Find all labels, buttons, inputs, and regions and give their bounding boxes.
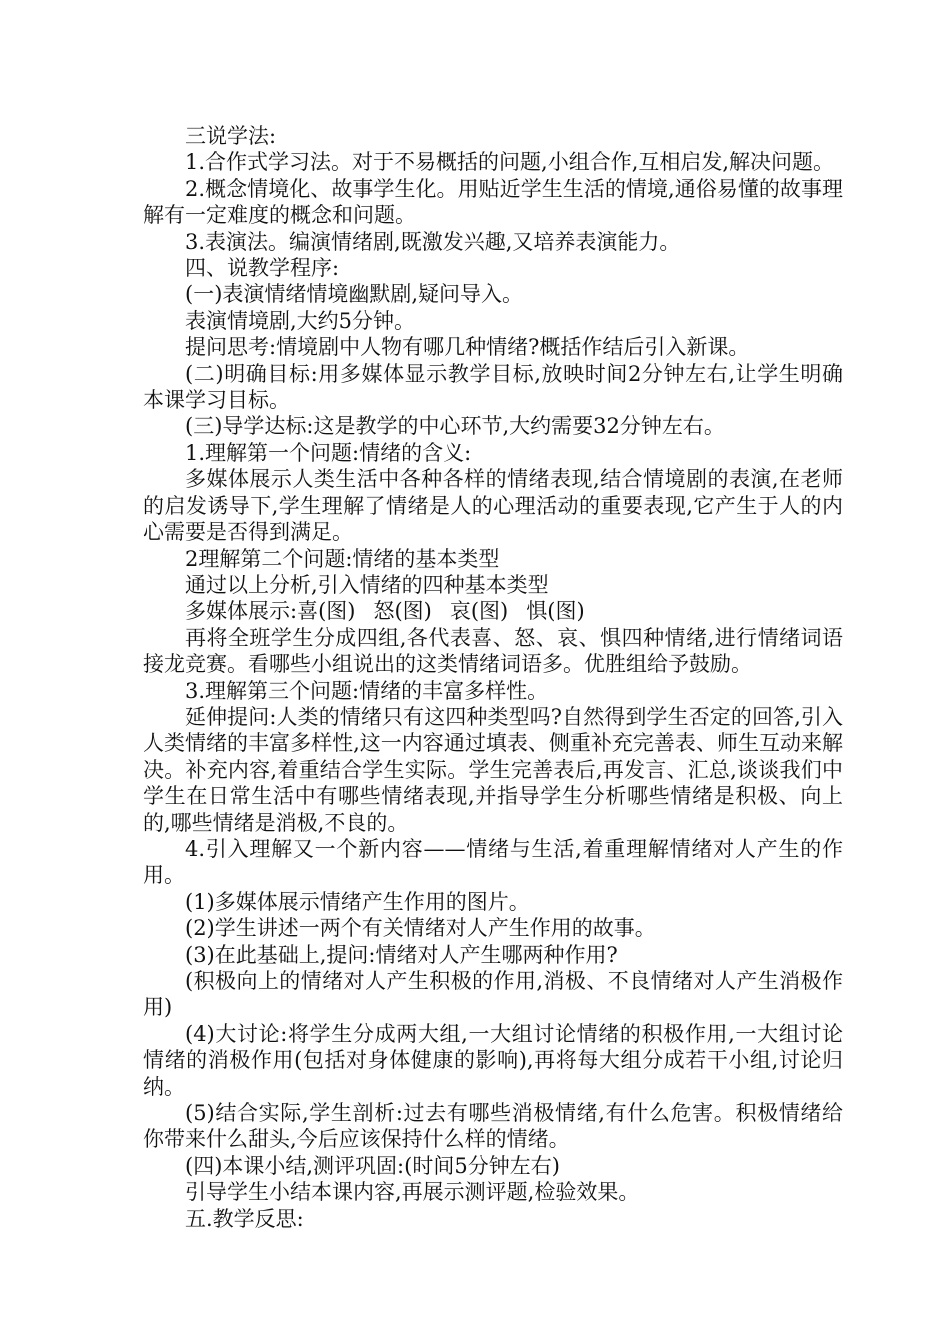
- paragraph: 四、说教学程序:: [185, 256, 340, 281]
- media-item-fear: 惧(图): [526, 599, 585, 624]
- paragraph: 3.理解第三个问题:情绪的丰富多样性。: [185, 678, 549, 703]
- paragraph: 2.概念情境化、故事学生化。用贴近学生生活的情境,通俗易懂的故事理解有一定难度的概念和问题。: [143, 176, 843, 228]
- paragraph: (四)本课小结,测评巩固:(时间5分钟左右): [185, 1153, 560, 1178]
- media-display-row: [143, 598, 843, 624]
- paragraph: 2理解第二个问题:情绪的基本类型: [185, 546, 500, 571]
- paragraph: (一)表演情绪情境幽默剧,疑问导入。: [185, 282, 524, 307]
- paragraph: 三说学法:: [185, 124, 277, 148]
- media-item-joy: 喜(图): [297, 599, 356, 624]
- paragraph: (1)多媒体展示情绪产生作用的图片。: [185, 889, 530, 914]
- document-body: [143, 123, 843, 1232]
- paragraph: 通过以上分析,引入情绪的四种基本类型: [185, 572, 549, 597]
- paragraph: 再将全班学生分成四组,各代表喜、怒、哀、惧四种情绪,进行情绪词语接龙竞赛。看哪些小组说出的这类情绪词语多。优胜组给予鼓励。: [143, 625, 843, 677]
- paragraph: 3.表演法。编演情绪剧,既激发兴趣,又培养表演能力。: [185, 229, 681, 254]
- paragraph: (4)大讨论:将学生分成两大组,一大组讨论情绪的积极作用,一大组讨论情绪的消极作用(包括对身体健康的影响),再将每大组分成若干小组,讨论归纳。: [143, 1021, 843, 1099]
- paragraph: 五.教学反思:: [185, 1206, 304, 1231]
- paragraph: (三)导学达标:这是教学的中心环节,大约需要32分钟左右。: [185, 414, 725, 439]
- paragraph: (二)明确目标:用多媒体显示教学目标,放映时间2分钟左右,让学生明确本课学习目标。: [143, 361, 843, 413]
- paragraph: 1.理解第一个问题:情绪的含义:: [185, 440, 472, 465]
- media-item-sorrow: 哀(图): [449, 599, 509, 624]
- paragraph: 多媒体展示人类生活中各种各样的情绪表现,结合情境剧的表演,在老师的启发诱导下,学生理解了情绪是人的心理活动的重要表现,它产生于人的内心需要是否得到满足。: [143, 467, 843, 545]
- paragraph: (5)结合实际,学生剖析:过去有哪些消极情绪,有什么危害。积极情绪给你带来什么甜头,今后应该保持什么样的情绪。: [143, 1101, 843, 1152]
- paragraph: 提问思考:情境剧中人物有哪几种情绪?概括作结后引入新课。: [185, 335, 750, 360]
- media-item-anger: 怒(图): [373, 599, 432, 624]
- paragraph: (2)学生讲述一两个有关情绪对人产生作用的故事。: [185, 916, 656, 941]
- paragraph: 引导学生小结本课内容,再展示测评题,检验效果。: [185, 1180, 640, 1205]
- media-row-label: 多媒体展示:: [185, 599, 298, 624]
- paragraph: 4.引入理解又一个新内容——情绪与生活,着重理解情绪对人产生的作用。: [143, 836, 843, 888]
- paragraph: 表演情境剧,大约5分钟。: [185, 308, 416, 333]
- paragraph: 延伸提问:人类的情绪只有这四种类型吗?自然得到学生否定的回答,引入人类情绪的丰富多样性,这一内容通过填表、侧重补充完善表、师生互动来解决。补充内容,着重结合学生实际。学生完善表后,再发言、汇总,谈谈我们中学生在日常生活中有哪些情绪表现,并指导学生分析哪些情绪是积极、向上的,哪些情绪是消极,不良的。: [143, 704, 843, 835]
- paragraph: 1.合作式学习法。对于不易概括的问题,小组合作,互相启发,解决问题。: [185, 150, 835, 175]
- paragraph: (积极向上的情绪对人产生积极的作用,消极、不良情绪对人产生消极作用): [143, 969, 843, 1020]
- paragraph: (3)在此基础上,提问:情绪对人产生哪两种作用?: [185, 942, 618, 967]
